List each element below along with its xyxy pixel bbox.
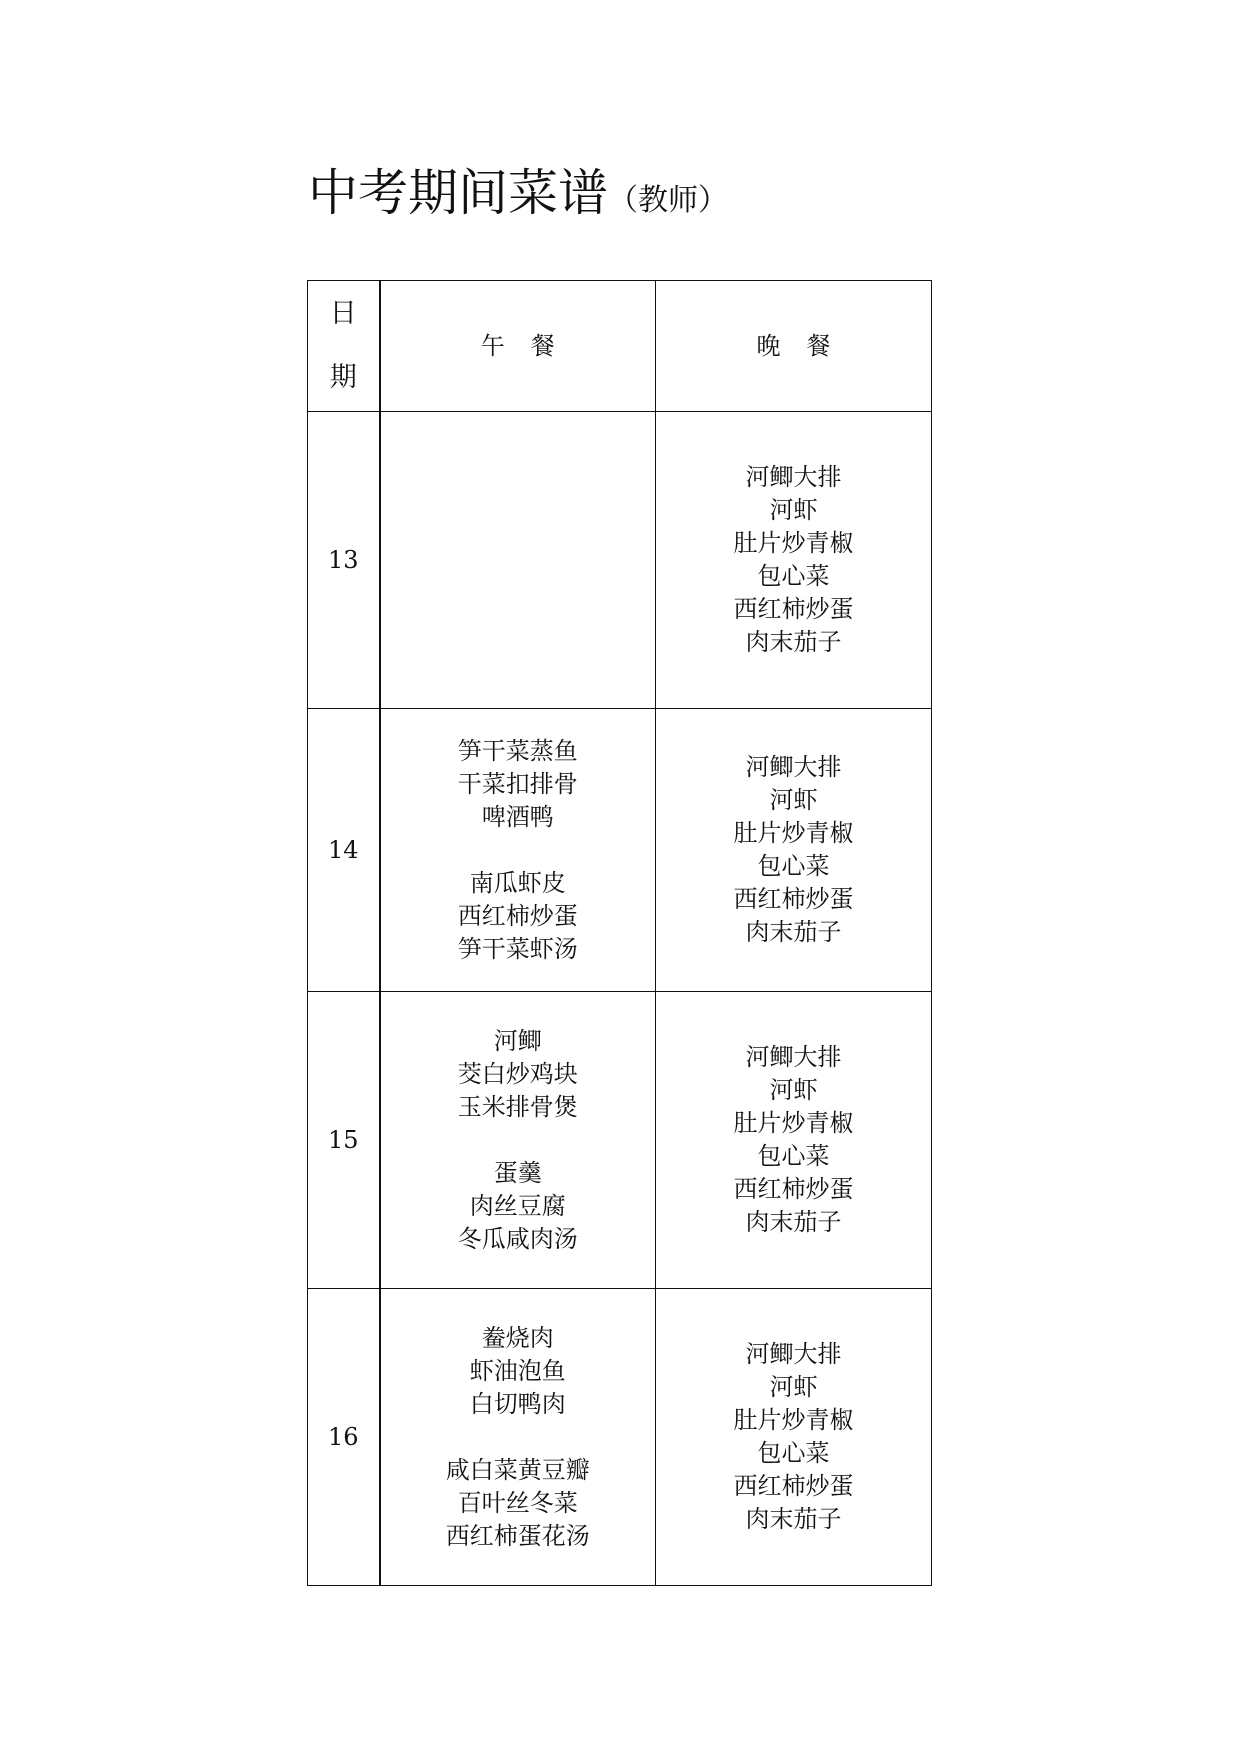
dish-spacer xyxy=(381,1421,656,1454)
dish-item: 茭白炒鸡块 xyxy=(457,1059,578,1088)
title-main: 中考期间菜谱 xyxy=(308,164,608,222)
date-cell: 15 xyxy=(308,992,380,1289)
dinner-cell xyxy=(656,709,932,992)
dish-item: 肉末茄子 xyxy=(745,918,842,946)
page-title xyxy=(308,164,728,222)
dish-item: 西红柿炒蛋 xyxy=(733,1472,854,1500)
date-cell: 14 xyxy=(308,709,380,992)
dish-item: 咸白菜黄豆瓣 xyxy=(445,1455,590,1484)
dish-item: 河虾 xyxy=(769,1076,818,1104)
lunch-cell xyxy=(380,412,656,709)
dish-item: 西红柿炒蛋 xyxy=(733,595,854,623)
dish-spacer xyxy=(381,1124,656,1157)
dish-item: 河鲫大排 xyxy=(745,463,842,491)
dish-item: 西红柿炒蛋 xyxy=(457,901,578,930)
dish-item: 白切鸭肉 xyxy=(469,1389,566,1418)
dish-item: 虾油泡鱼 xyxy=(469,1356,566,1385)
dinner-cell xyxy=(656,1289,932,1586)
table-row xyxy=(308,1289,932,1586)
dish-item: 肉末茄子 xyxy=(745,1208,842,1236)
dish-item: 西红柿炒蛋 xyxy=(733,885,854,913)
lunch-cell xyxy=(380,709,656,992)
header-date-char-2: 期 xyxy=(329,362,357,393)
menu-table xyxy=(307,280,932,1586)
dish-item: 冬瓜咸肉汤 xyxy=(457,1224,578,1253)
lunch-cell xyxy=(380,992,656,1289)
dish-item: 百叶丝冬菜 xyxy=(457,1488,578,1517)
dish-item: 肚片炒青椒 xyxy=(733,1109,854,1137)
header-date-char-1: 日 xyxy=(329,298,357,329)
dish-item: 肚片炒青椒 xyxy=(733,529,854,557)
dish-item: 西红柿蛋花汤 xyxy=(445,1521,590,1550)
dish-item: 肉末茄子 xyxy=(745,1505,842,1533)
date-cell: 16 xyxy=(308,1289,380,1586)
dish-item: 肚片炒青椒 xyxy=(733,1406,854,1434)
dish-item: 包心菜 xyxy=(757,1142,830,1170)
dinner-cell xyxy=(656,992,932,1289)
dish-item: 啤酒鸭 xyxy=(481,802,554,831)
dish-spacer xyxy=(381,834,656,867)
dish-item: 蛋羹 xyxy=(493,1158,542,1187)
dish-item: 肉末茄子 xyxy=(745,628,842,656)
dish-item: 河鲫大排 xyxy=(745,753,842,781)
dish-item: 包心菜 xyxy=(757,1439,830,1467)
dish-item: 包心菜 xyxy=(757,562,830,590)
table-row xyxy=(308,992,932,1289)
dish-item: 河虾 xyxy=(769,786,818,814)
dish-item: 河虾 xyxy=(769,1373,818,1401)
dish-item: 玉米排骨煲 xyxy=(457,1092,578,1121)
dish-item: 南瓜虾皮 xyxy=(469,868,566,897)
dish-item: 肚片炒青椒 xyxy=(733,819,854,847)
dish-item: 鲞烧肉 xyxy=(481,1323,554,1352)
title-sub: （教师） xyxy=(608,183,728,218)
dish-item: 河鲫 xyxy=(493,1026,542,1055)
dish-item: 笋干菜虾汤 xyxy=(457,934,578,963)
dish-item: 包心菜 xyxy=(757,852,830,880)
dish-item: 西红柿炒蛋 xyxy=(733,1175,854,1203)
table-row xyxy=(308,412,932,709)
lunch-cell xyxy=(380,1289,656,1586)
header-date xyxy=(308,281,380,412)
header-row xyxy=(308,281,932,412)
dish-item: 河鲫大排 xyxy=(745,1340,842,1368)
table-row xyxy=(308,709,932,992)
header-dinner: 晚餐 xyxy=(656,281,932,412)
dish-item: 肉丝豆腐 xyxy=(469,1191,566,1220)
header-lunch: 午餐 xyxy=(380,281,656,412)
dish-item: 笋干菜蒸鱼 xyxy=(457,736,578,765)
dinner-cell xyxy=(656,412,932,709)
dish-item: 河虾 xyxy=(769,496,818,524)
dish-item: 干菜扣排骨 xyxy=(457,769,578,798)
dish-item: 河鲫大排 xyxy=(745,1043,842,1071)
date-cell: 13 xyxy=(308,412,380,709)
